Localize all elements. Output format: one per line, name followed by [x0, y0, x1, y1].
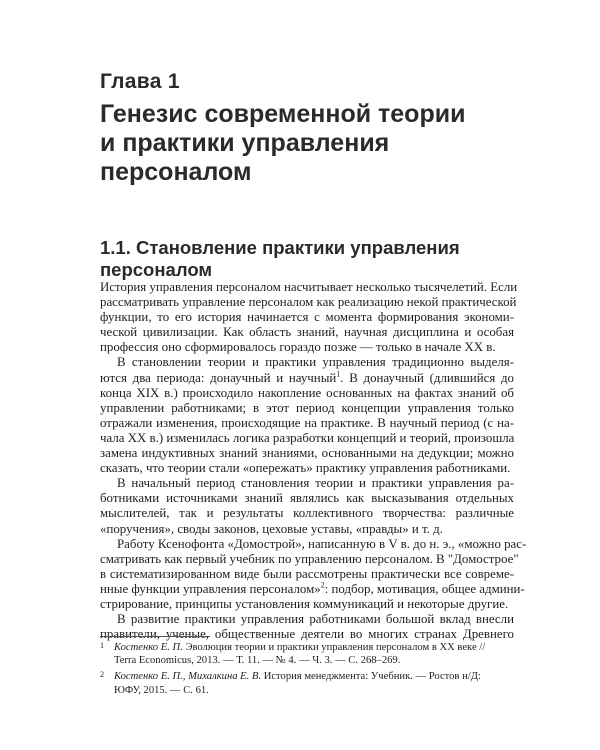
chapter-title-line: Генезис современной теории — [100, 100, 466, 128]
body-line-part: нные функции управления персоналом» — [100, 581, 321, 596]
footnote — [100, 670, 514, 696]
footnotes — [100, 641, 514, 700]
body-line: конца XIX в.) происходило накопление основанных на фактах знаний об — [100, 385, 514, 400]
body-line: «поручения», своды законов, цеховые уставы, «правды» и т. д. — [100, 521, 443, 536]
body-line — [100, 580, 525, 597]
body-line-part: : подбор, мотивация, общее админи- — [324, 581, 525, 596]
body-text — [100, 280, 527, 642]
body-line: отражали изменения, происходящие на практике. В научный период (с на- — [100, 415, 514, 430]
body-line: В развитие практики управления работниками большой вклад внесли — [117, 612, 514, 627]
body-line: в систематизированном виде были рассмотрены практически все совреме- — [100, 566, 514, 581]
footnote-line: Terra Economicus, 2013. — Т. 11. — № 4. — Ч. 3. — С. 268–269. — [114, 655, 401, 667]
body-line: В начальный период становления теории и практики управления ра- — [117, 476, 514, 491]
chapter-title-line: персоналом — [100, 158, 252, 186]
section-title-line: 1.1. Становление практики управления — [100, 237, 460, 258]
body-line-part: ются два периода: донаучный и научный — [100, 370, 337, 385]
footnote-line — [114, 670, 514, 683]
body-line: Работу Ксенофонта «Домострой», написанную в V в. до н. э., «можно рас- — [117, 536, 527, 551]
footnote-text: История менеджмента: Учебник. — Ростов н/Д: — [263, 671, 481, 683]
body-line: ческой цивилизации. Как область знаний, научная дисциплина и особая — [100, 325, 514, 340]
body-line-part: . В донаучный (длившийся до — [340, 370, 514, 385]
footnote-text: Эволюция теории и практики управления персоналом в XX веке // — [185, 642, 486, 653]
footnote-number: 2 — [100, 670, 104, 680]
chapter-title-line: и практики управления — [100, 129, 390, 157]
body-line: сматривать как первый учебник по управлению персоналом. В "Домострое" — [100, 551, 519, 566]
footnote-mark: 1 — [336, 369, 341, 379]
body-line: В становлении теории и практики управления традиционно выделя- — [117, 355, 514, 370]
body-line: ботниками источниками знаний являлись как высказывания отдельных — [100, 491, 514, 506]
footnote-author: Костенко Е. П., Михалкина Е. В. — [114, 671, 262, 683]
body-line: профессия оно сформировалось гораздо позже — только в начале XX в. — [100, 340, 496, 355]
body-line: функции, то его история начинается с момента формирования экономи- — [100, 310, 514, 325]
footnote-author: Костенко Е. П. — [114, 642, 183, 653]
body-line: мыслителей, так и результаты коллективного творчества: различные — [100, 506, 514, 521]
section-title-line: персоналом — [100, 259, 213, 280]
body-line: рассматривать управление персоналом как реализацию некой практической — [100, 295, 517, 310]
footnote-mark: 2 — [320, 580, 325, 590]
body-line — [100, 371, 514, 386]
chapter-label: Глава 1 — [100, 70, 180, 93]
chapter-title — [100, 100, 540, 187]
section-title — [100, 237, 540, 281]
body-line: чала XX в.) изменилась логика разработки концепций и теорий, произошла — [100, 430, 515, 445]
body-line: правители, ученые, общественные деятели во многих странах Древнего — [100, 627, 514, 642]
body-line: История управления персоналом насчитывает несколько тысячелетий. Если — [100, 280, 518, 294]
body-line: управлении работниками; в этот период концепции управления только — [100, 400, 514, 415]
body-line: сказать, что теории стали «опережать» практику управления работниками. — [100, 461, 511, 476]
footnote-divider — [100, 636, 210, 637]
footnote-line — [114, 641, 514, 654]
footnote-line: ЮФУ, 2015. — С. 61. — [114, 684, 209, 696]
footnote-number: 1 — [100, 641, 104, 650]
footnote — [100, 641, 514, 667]
body-line: замена индуктивных знаний знаниями, основанными на дедукции; можно — [100, 446, 514, 461]
body-line: стрирование, принципы установления коммуникаций и некоторые другие. — [100, 596, 509, 611]
